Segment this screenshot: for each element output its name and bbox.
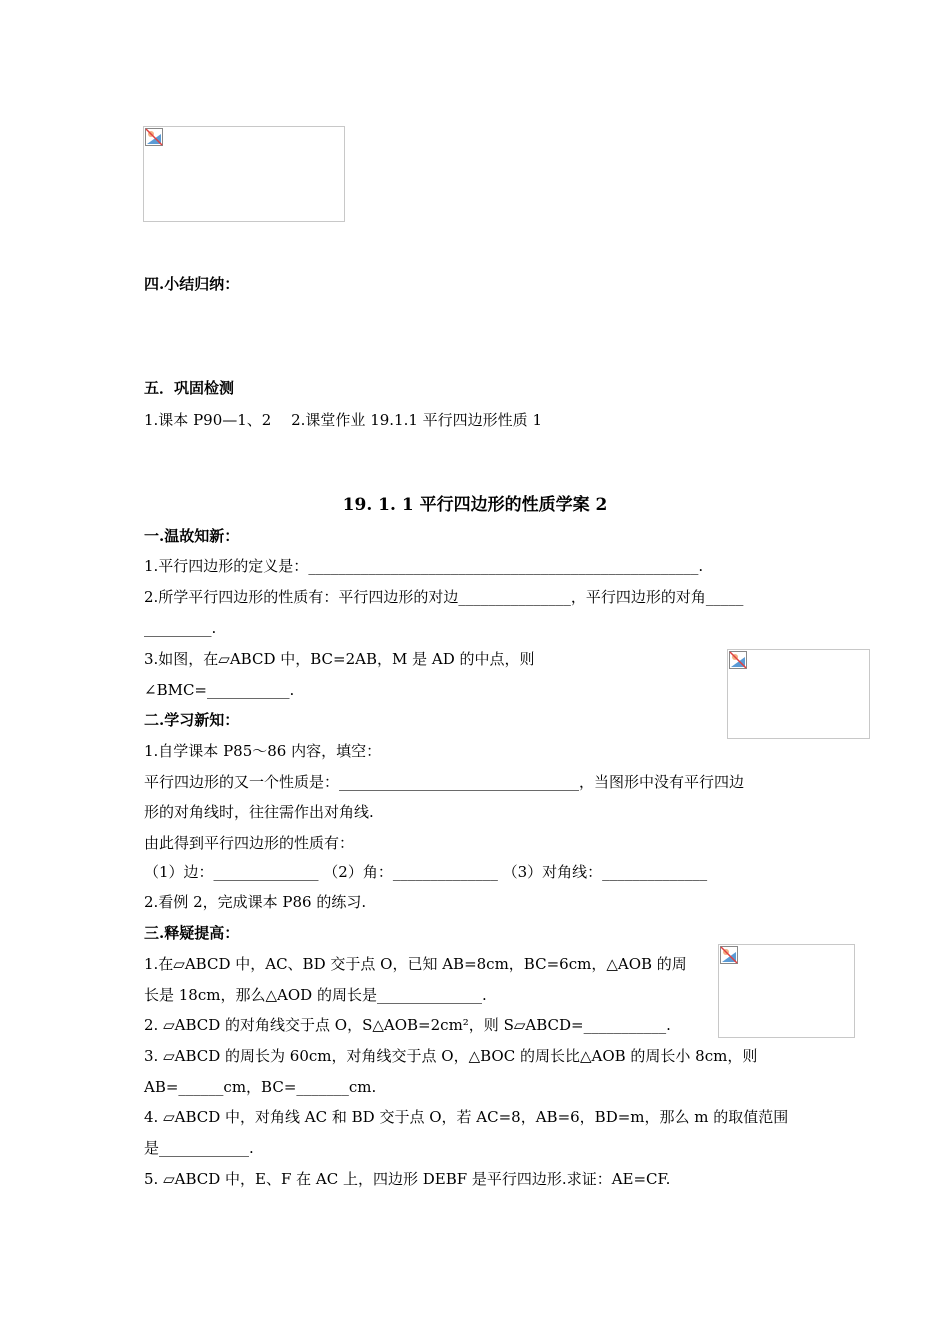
image-placeholder-3 — [718, 944, 855, 1038]
improve-item-3-cont: AB=______cm，BC=_______cm. — [144, 1078, 377, 1096]
learn-item-1: 1.自学课本 P85～86 内容，填空： — [144, 742, 382, 760]
improve-item-4-cont: 是____________. — [144, 1139, 254, 1157]
review-item-2-cont: _________. — [144, 619, 217, 637]
check-line: 1.课本 P90—1、2 2.课堂作业 19.1.1 平行四边形性质 1 — [144, 411, 542, 429]
learn-item-5: （1）边：______________ （2）角：______________ （3）对角线：______________ — [144, 863, 708, 881]
image-placeholder-2 — [727, 649, 870, 739]
check-heading: 五．巩固检测 — [144, 379, 235, 397]
improve-item-2: 2. ▱ABCD 的对角线交于点 O，S△AOB=2cm²，则 S▱ABCD=___________. — [144, 1016, 671, 1034]
learn-heading: 二.学习新知： — [144, 711, 240, 729]
image-placeholder-1 — [143, 126, 345, 222]
learn-item-3: 形的对角线时，往往需作出对角线. — [144, 803, 374, 821]
improve-item-5: 5. ▱ABCD 中，E、F 在 AC 上，四边形 DEBF 是平行四边形.求证：AE=CF. — [144, 1170, 671, 1188]
improve-item-3: 3. ▱ABCD 的周长为 60cm，对角线交于点 O，△BOC 的周长比△AOB 的周长小 8cm，则 — [144, 1047, 758, 1065]
review-item-2: 2.所学平行四边形的性质有：平行四边形的对边_______________，平行四边形的对角_____ — [144, 588, 744, 606]
document-title: 19. 1. 1 平行四边形的性质学案 2 — [342, 495, 608, 515]
review-item-1: 1.平行四边形的定义是：____________________________________________________. — [144, 557, 704, 575]
review-item-3: 3.如图，在▱ABCD 中，BC=2AB，M 是 AD 的中点，则 — [144, 650, 535, 668]
broken-image-icon — [720, 946, 738, 964]
broken-image-icon — [145, 128, 163, 146]
review-heading: 一.温故知新： — [144, 527, 240, 545]
improve-item-1: 1.在▱ABCD 中，AC、BD 交于点 O，已知 AB=8cm，BC=6cm，△AOB 的周 — [144, 955, 687, 973]
summary-heading: 四.小结归纳： — [144, 275, 240, 293]
learn-item-6: 2.看例 2，完成课本 P86 的练习. — [144, 893, 367, 911]
broken-image-icon — [729, 651, 747, 669]
improve-item-4: 4. ▱ABCD 中，对角线 AC 和 BD 交于点 O，若 AC=8，AB=6，BD=m，那么 m 的取值范围 — [144, 1108, 789, 1126]
improve-heading: 三.释疑提高： — [144, 924, 240, 942]
review-item-3-cont: ∠BMC=___________. — [144, 681, 295, 699]
improve-item-1-cont: 长是 18cm，那么△AOD 的周长是______________. — [144, 986, 487, 1004]
learn-item-2: 平行四边形的又一个性质是：________________________________，当图形中没有平行四边 — [144, 773, 745, 791]
learn-item-4: 由此得到平行四边形的性质有： — [144, 834, 355, 852]
